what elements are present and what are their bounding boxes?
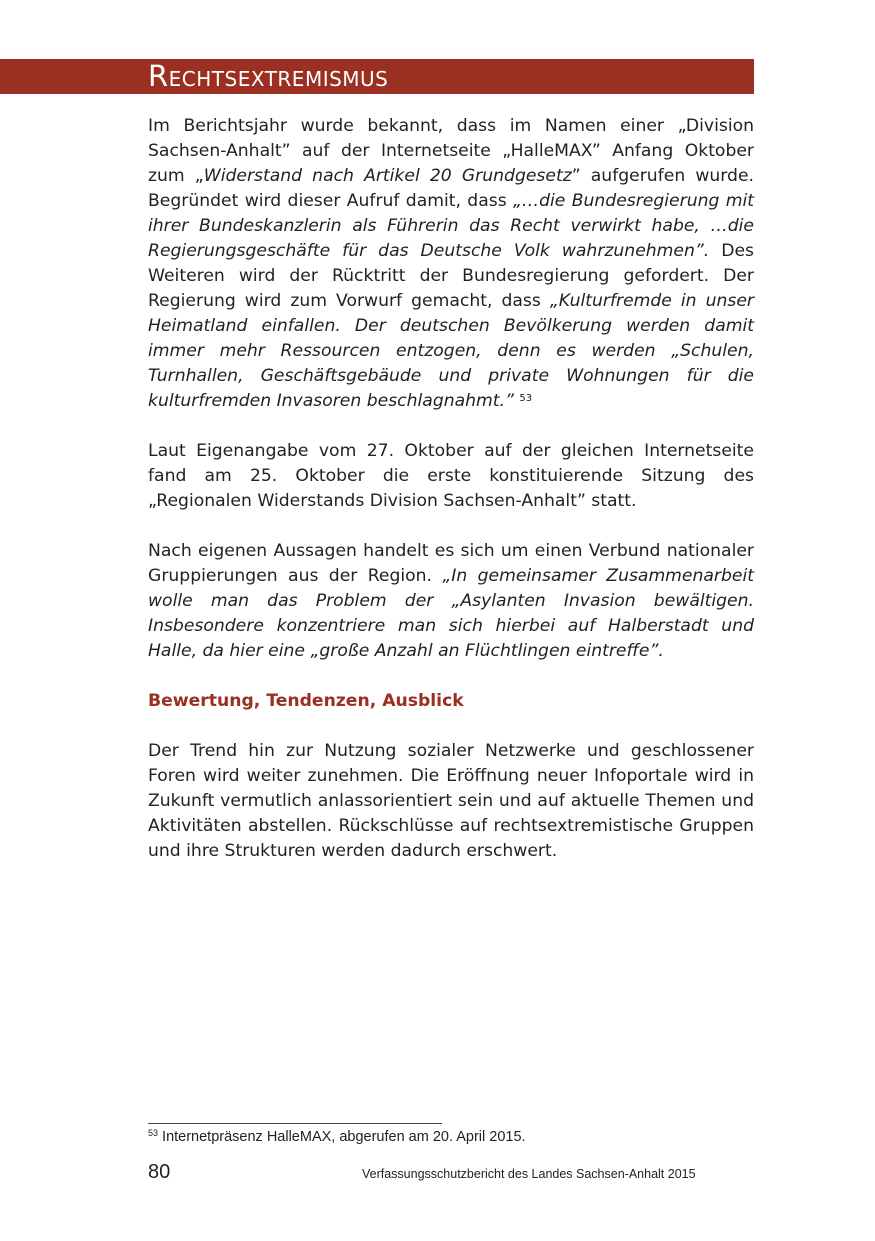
paragraph-3: [148, 539, 754, 664]
paragraph-1: [148, 114, 754, 414]
section-heading: Bewertung, Tendenzen, Ausblick: [148, 691, 464, 711]
footnote-reference: 53: [519, 393, 533, 404]
paragraph-3-italic: „In gemeinsamer Zusammenarbeit wolle man das Problem der „Asylanten Invasion bewältigen. Insbesondere konzentriere man sich hierbei auf Halberstadt und Halle, da hier eine „große Anzahl an Flüchtlingen eintreffe”.: [148, 566, 754, 661]
page-number: 80: [148, 1161, 171, 1183]
paragraph-4: Der Trend hin zur Nutzung sozialer Netzwerke und geschlossener Foren wird weiter zunehmen. Die Eröffnung neuer Infoportale wird in Zukunft vermutlich anlassorientiert sein und auf aktuelle Themen und Aktivitäten abstellen. Rückschlüsse auf rechtsextremistische Gruppen und ihre Strukturen werden dadurch erschwert.: [148, 741, 754, 861]
main-content: [148, 114, 754, 889]
chapter-title: Rechtsextremismus: [148, 59, 389, 93]
paragraph-2: Laut Eigenangabe vom 27. Oktober auf der gleichen Internetseite fand am 25. Oktober die erste konstituierende Sitzung des „Regionalen Widerstands Division Sachsen-Anhalt” statt.: [148, 441, 754, 511]
chapter-header-bar: [0, 59, 754, 94]
paragraph-1-text-b: ” aufgerufen wurde. Begründet wird dieser Aufruf damit, dass: [148, 166, 755, 211]
paragraph-1-italic-b: „…die Bundesregierung mit ihrer Bundeskanzlerin als Führerin das Recht verwirkt habe, …die Regierungsgeschäfte für das Deutsche Volk wahrzunehmen”.: [148, 191, 754, 261]
paragraph-1-text-c: Des Weiteren wird der Rücktritt der Bundesregierung gefordert. Der Regierung wird zum Vorwurf gemacht, dass: [148, 241, 755, 311]
paragraph-3-text: Nach eigenen Aussagen handelt es sich um einen Verbund nationaler Gruppierungen aus der Region.: [148, 541, 754, 586]
footnote: [148, 1127, 526, 1147]
footnote-number: 53: [148, 1128, 159, 1138]
paragraph-1-text-a: Im Berichtsjahr wurde bekannt, dass im Namen einer „Division Sachsen-Anhalt” auf der Internetseite „HalleMAX” Anfang Oktober zum „: [148, 116, 754, 186]
running-footer: Verfassungsschutzbericht des Landes Sachsen-Anhalt 2015: [362, 1167, 696, 1181]
footnote-divider: [148, 1123, 442, 1124]
paragraph-1-italic-a: Widerstand nach Artikel 20 Grundgesetz: [203, 166, 572, 186]
paragraph-1-italic-c: „Kulturfremde in unser Heimatland einfallen. Der deutschen Bevölkerung werden damit immer mehr Ressourcen entzogen, denn es werden „Schulen, Turnhallen, Geschäftsgebäude und private Wohnungen für die kulturfremden Invasoren beschlagnahmt.”: [148, 291, 754, 411]
footnote-text: Internetpräsenz HalleMAX, abgerufen am 20. April 2015.: [158, 1129, 526, 1145]
